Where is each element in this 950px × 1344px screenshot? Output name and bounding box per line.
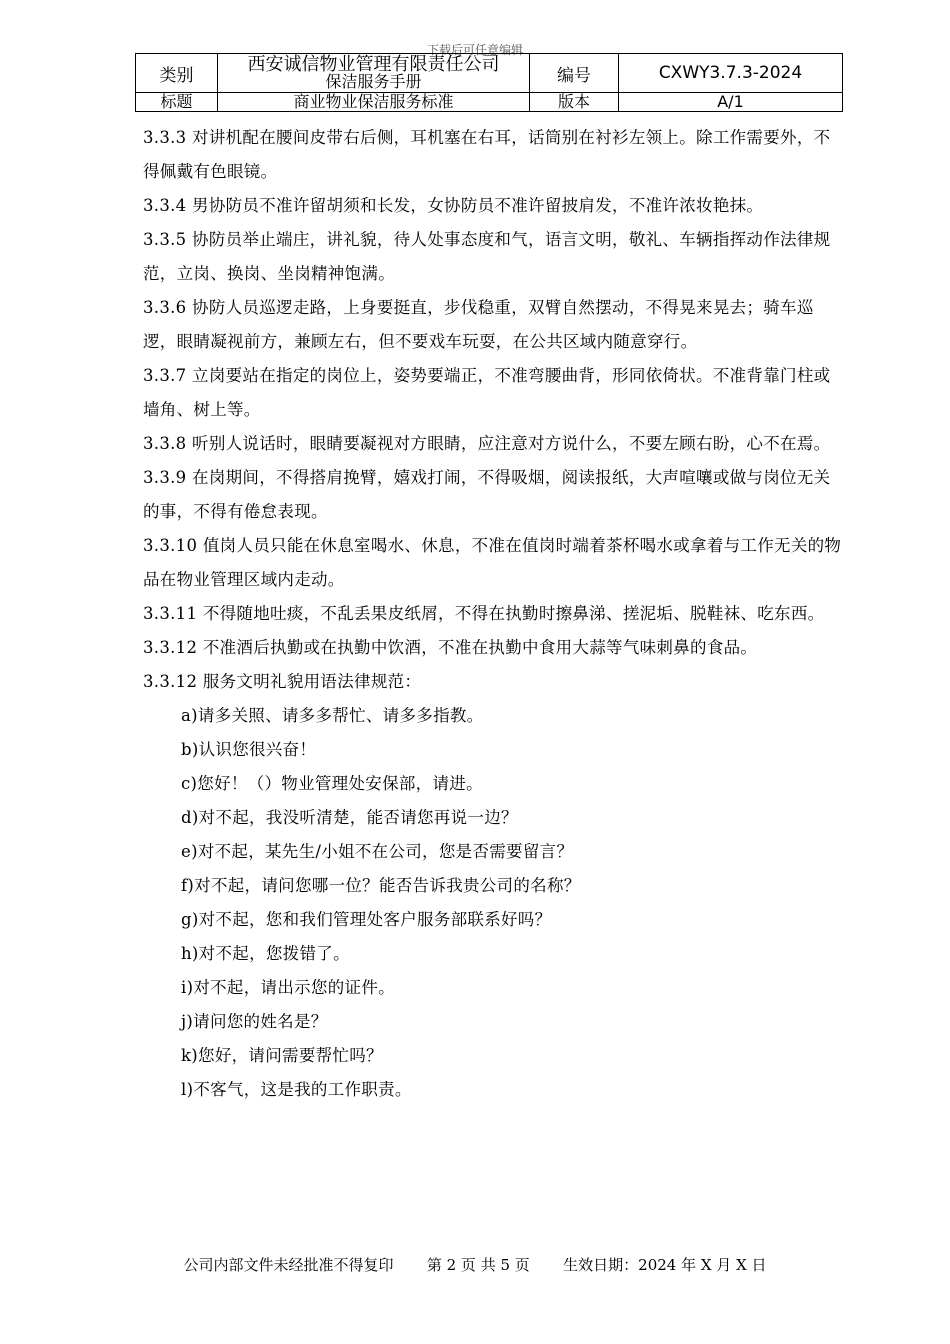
version-value: A/1 bbox=[619, 93, 843, 112]
clause-3-3-10: 3.3.10 值岗人员只能在休息室喝水、休息，不准在值岗时端着茶杯喝水或拿着与工作无关的物品在物业管理区域内走动。 bbox=[143, 536, 842, 589]
clause-3-3-12-b: 3.3.12 服务文明礼貌用语法律规范： bbox=[143, 672, 422, 691]
phrase-item: h)对不起，您拨错了。 bbox=[181, 944, 350, 963]
footer-page-number: 第 2 页 共 5 页 bbox=[426, 1256, 530, 1274]
manual-name: 保洁服务手册 bbox=[325, 72, 422, 91]
document-body bbox=[143, 121, 843, 1107]
code-label: 编号 bbox=[530, 54, 619, 93]
company-name: 西安诚信物业管理有限责任公司 bbox=[247, 54, 500, 75]
footer-effective-date: 生效日期：2024 年 X 月 X 日 bbox=[563, 1256, 767, 1274]
clause-3-3-7: 3.3.7 立岗要站在指定的岗位上，姿势要端正，不准弯腰曲背，形同依倚状。不准背靠门柱或墙角、树上等。 bbox=[143, 366, 831, 419]
phrase-item: e)对不起，某先生/小姐不在公司，您是否需要留言？ bbox=[181, 842, 574, 861]
page-footer bbox=[0, 1254, 950, 1276]
phrase-item: l)不客气，这是我的工作职责。 bbox=[181, 1080, 412, 1099]
phrase-item: f)对不起，请问您哪一位？能否告诉我贵公司的名称？ bbox=[181, 876, 581, 895]
phrase-item: c)您好！（）物业管理处安保部，请进。 bbox=[181, 774, 483, 793]
company-cell bbox=[218, 54, 530, 93]
phrase-item: j)请问您的姓名是？ bbox=[181, 1012, 328, 1031]
phrase-item: d)对不起，我没听清楚，能否请您再说一边？ bbox=[181, 808, 518, 827]
phrase-item: g)对不起，您和我们管理处客户服务部联系好吗？ bbox=[181, 910, 552, 929]
footer-notice: 公司内部文件未经批准不得复印 bbox=[183, 1256, 394, 1274]
category-label: 类别 bbox=[136, 54, 218, 93]
title-label: 标题 bbox=[136, 93, 218, 112]
clause-3-3-11: 3.3.11 不得随地吐痰，不乱丢果皮纸屑，不得在执勤时擦鼻涕、搓泥垢、脱鞋袜、吃东西。 bbox=[143, 604, 825, 623]
version-label: 版本 bbox=[530, 93, 619, 112]
title-value: 商业物业保洁服务标准 bbox=[218, 93, 530, 112]
phrase-item: k)您好，请问需要帮忙吗？ bbox=[181, 1046, 383, 1065]
clause-3-3-4: 3.3.4 男协防员不准许留胡须和长发，女协防员不准许留披肩发，不准许浓妆艳抹。 bbox=[143, 196, 764, 215]
phrase-item: a)请多关照、请多多帮忙、请多多指教。 bbox=[181, 706, 484, 725]
phrase-item: b)认识您很兴奋！ bbox=[181, 740, 317, 759]
clause-3-3-8: 3.3.8 听别人说话时，眼睛要凝视对方眼睛，应注意对方说什么，不要左顾右盼，心不在焉。 bbox=[143, 434, 831, 453]
clause-3-3-5: 3.3.5 协防员举止端庄，讲礼貌，待人处事态度和气，语言文明，敬礼、车辆指挥动作法律规范，立岗、换岗、坐岗精神饱满。 bbox=[143, 230, 831, 283]
clause-3-3-9: 3.3.9 在岗期间，不得搭肩挽臂，嬉戏打闹，不得吸烟，阅读报纸，大声喧嚷或做与岗位无关的事，不得有倦怠表现。 bbox=[143, 468, 831, 521]
watermark-text: 下载后可任意编辑 bbox=[426, 43, 523, 57]
document-header-table bbox=[135, 53, 843, 112]
phrase-item: i)对不起，请出示您的证件。 bbox=[181, 978, 395, 997]
clause-3-3-12-a: 3.3.12 不准酒后执勤或在执勤中饮酒，不准在执勤中食用大蒜等气味刺鼻的食品。 bbox=[143, 638, 758, 657]
clause-3-3-3: 3.3.3 对讲机配在腰间皮带右后侧，耳机塞在右耳，话筒别在衬衫左领上。除工作需要外，不得佩戴有色眼镜。 bbox=[143, 128, 831, 181]
clause-3-3-6: 3.3.6 协防人员巡逻走路，上身要挺直，步伐稳重，双臂自然摆动，不得晃来晃去；骑车巡逻，眼睛凝视前方，兼顾左右，但不要戏车玩耍，在公共区域内随意穿行。 bbox=[143, 298, 814, 351]
code-value: CXWY3.7.3-2024 bbox=[619, 54, 843, 93]
